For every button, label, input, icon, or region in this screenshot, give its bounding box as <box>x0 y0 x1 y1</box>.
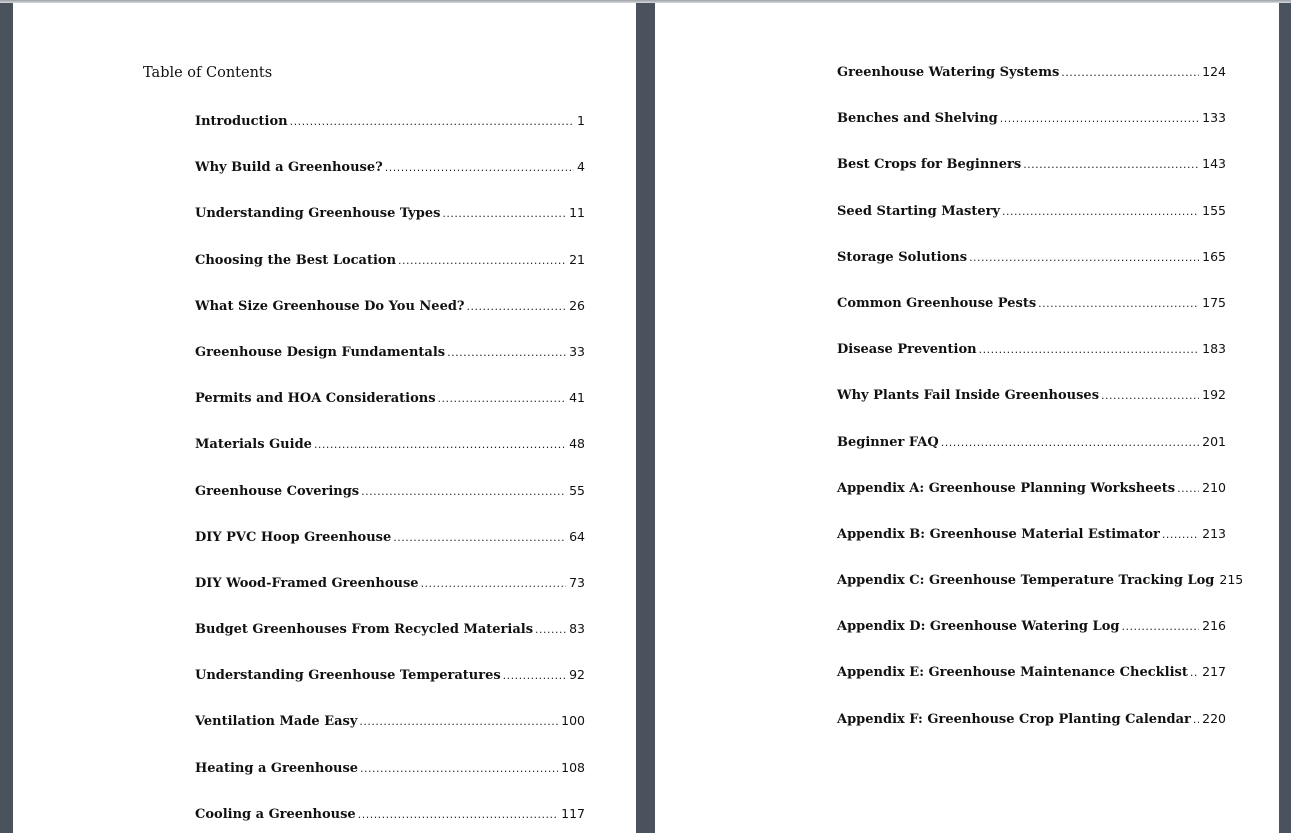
toc-entry-title: DIY PVC Hoop Greenhouse <box>195 529 392 545</box>
toc-entry-title: Permits and HOA Considerations <box>195 391 436 407</box>
toc-entry-page-number: 201 <box>1202 433 1226 449</box>
toc-entry-title: Appendix B: Greenhouse Material Estimator <box>837 526 1160 542</box>
toc-entry-title: Appendix A: Greenhouse Planning Worksheets <box>837 480 1176 496</box>
toc-entry[interactable] <box>195 806 585 833</box>
toc-entry-page-number: 216 <box>1202 618 1226 634</box>
toc-entry-page-number: 41 <box>569 390 585 406</box>
toc-entry[interactable] <box>195 483 585 529</box>
toc-entry-title: Benches and Shelving <box>837 111 998 127</box>
toc-entry-page-number: 155 <box>1202 202 1226 218</box>
toc-dot-leader <box>503 669 566 682</box>
toc-entry[interactable] <box>195 205 585 251</box>
toc-dot-leader <box>385 161 574 174</box>
toc-dot-leader <box>1177 482 1199 495</box>
toc-entry-page-number: 100 <box>561 713 585 729</box>
toc-entry-title: Cooling a Greenhouse <box>195 806 356 822</box>
toc-entry[interactable] <box>195 390 585 436</box>
toc-entry-title: Common Greenhouse Pests <box>837 295 1037 311</box>
toc-entry-page-number: 21 <box>569 251 585 267</box>
toc-entry-title: Budget Greenhouses From Recycled Materials <box>195 622 534 638</box>
toc-entry[interactable] <box>837 664 1226 710</box>
toc-dot-leader <box>1038 297 1199 310</box>
toc-entry[interactable] <box>837 711 1226 757</box>
toc-entry[interactable] <box>195 344 585 390</box>
toc-entry-title: Appendix D: Greenhouse Watering Log <box>837 619 1120 635</box>
toc-entry[interactable] <box>195 760 585 806</box>
toc-entry-page-number: 217 <box>1202 664 1226 680</box>
toc-entry-page-number: 175 <box>1202 294 1226 310</box>
toc-list-right <box>837 64 1244 757</box>
toc-dot-leader <box>360 762 558 775</box>
toc-entry-title: Ventilation Made Easy <box>195 714 358 730</box>
toc-dot-leader <box>1000 112 1199 125</box>
toc-entry-page-number: 48 <box>569 436 585 452</box>
toc-entry-page-number: 117 <box>561 805 585 821</box>
toc-entry-page-number: 4 <box>577 159 585 175</box>
toc-entry[interactable] <box>837 64 1226 110</box>
toc-entry-title: Understanding Greenhouse Types <box>195 206 441 222</box>
toc-entry-title: What Size Greenhouse Do You Need? <box>195 298 465 314</box>
toc-entry-page-number: 1 <box>577 113 585 128</box>
document-page-left <box>13 3 636 833</box>
toc-entry[interactable] <box>837 618 1226 664</box>
toc-entry-title: DIY Wood-Framed Greenhouse <box>195 575 419 591</box>
toc-entry[interactable] <box>195 298 585 344</box>
toc-entry[interactable] <box>195 575 585 621</box>
toc-entry-page-number: 64 <box>569 528 585 544</box>
toc-entry[interactable] <box>195 667 585 713</box>
toc-dot-leader <box>979 343 1200 356</box>
toc-entry-page-number: 33 <box>569 343 585 359</box>
toc-entry[interactable] <box>195 529 585 575</box>
toc-entry-page-number: 73 <box>569 574 585 590</box>
toc-dot-leader <box>535 623 566 636</box>
toc-dot-leader <box>359 715 558 728</box>
toc-entry-page-number: 213 <box>1202 525 1226 541</box>
toc-entry-page-number: 210 <box>1202 479 1226 495</box>
toc-entry[interactable] <box>195 436 585 482</box>
toc-entry-page-number: 55 <box>569 482 585 498</box>
toc-dot-leader <box>1193 713 1199 726</box>
toc-dot-leader <box>467 300 567 313</box>
toc-dot-leader <box>1023 158 1199 171</box>
toc-entry-title: Best Crops for Beginners <box>837 157 1022 173</box>
toc-dot-leader <box>398 254 566 267</box>
toc-entry[interactable] <box>195 252 585 298</box>
toc-entry-title: Appendix F: Greenhouse Crop Planting Calendar <box>837 711 1191 727</box>
toc-entry[interactable] <box>837 434 1226 480</box>
toc-heading: Table of Contents <box>143 65 273 81</box>
toc-entry[interactable] <box>837 249 1226 295</box>
toc-entry[interactable] <box>195 159 585 205</box>
toc-list-left <box>195 113 585 833</box>
toc-dot-leader <box>290 115 574 128</box>
toc-entry-page-number: 215 <box>1219 572 1244 588</box>
toc-entry-title: Why Build a Greenhouse? <box>195 160 383 176</box>
toc-entry-title: Understanding Greenhouse Temperatures <box>195 668 501 684</box>
toc-entry-page-number: 192 <box>1202 387 1226 403</box>
toc-entry[interactable] <box>195 621 585 667</box>
toc-entry-title: Choosing the Best Location <box>195 252 397 268</box>
toc-entry-page-number: 11 <box>569 205 585 221</box>
toc-entry-title: Heating a Greenhouse <box>195 760 359 776</box>
toc-dot-leader <box>442 207 566 220</box>
toc-dot-leader <box>969 251 1199 264</box>
toc-entry-page-number: 124 <box>1202 64 1226 79</box>
toc-entry[interactable] <box>837 572 1244 618</box>
toc-entry-page-number: 92 <box>569 667 585 683</box>
toc-dot-leader <box>314 438 566 451</box>
toc-dot-leader <box>438 392 567 405</box>
toc-dot-leader <box>361 485 566 498</box>
toc-entry-title: Beginner FAQ <box>837 434 939 450</box>
toc-dot-leader <box>1162 528 1199 541</box>
toc-entry[interactable] <box>837 203 1226 249</box>
toc-entry[interactable] <box>837 156 1226 202</box>
toc-dot-leader <box>1002 205 1199 218</box>
toc-entry-page-number: 26 <box>569 297 585 313</box>
toc-entry-title: Storage Solutions <box>837 249 968 265</box>
toc-entry[interactable] <box>195 113 585 159</box>
toc-entry-page-number: 143 <box>1202 156 1226 172</box>
toc-entry-title: Appendix E: Greenhouse Maintenance Checklist <box>837 665 1188 681</box>
toc-entry-title: Materials Guide <box>195 437 312 453</box>
toc-entry-title: Appendix C: Greenhouse Temperature Tracking Log <box>837 573 1215 589</box>
toc-entry-title: Why Plants Fail Inside Greenhouses <box>837 388 1100 404</box>
toc-entry[interactable] <box>837 480 1226 526</box>
toc-dot-leader <box>358 808 558 821</box>
toc-dot-leader <box>393 531 566 544</box>
toc-dot-leader <box>421 577 567 590</box>
toc-dot-leader <box>1121 620 1199 633</box>
document-page-right <box>655 3 1279 833</box>
toc-dot-leader <box>1190 666 1199 679</box>
toc-entry-page-number: 83 <box>569 621 585 637</box>
toc-entry-title: Greenhouse Design Fundamentals <box>195 344 446 360</box>
toc-entry-page-number: 133 <box>1202 110 1226 126</box>
toc-entry-title: Introduction <box>195 114 288 129</box>
toc-entry-title: Seed Starting Mastery <box>837 203 1001 219</box>
toc-entry[interactable] <box>837 526 1226 572</box>
toc-entry[interactable] <box>837 295 1226 341</box>
toc-dot-leader <box>941 436 1199 449</box>
toc-entry-title: Greenhouse Coverings <box>195 483 360 499</box>
toc-entry[interactable] <box>837 110 1226 156</box>
toc-entry-title: Disease Prevention <box>837 342 977 358</box>
toc-entry-page-number: 183 <box>1202 341 1226 357</box>
toc-dot-leader <box>1061 66 1199 79</box>
toc-entry[interactable] <box>837 387 1226 433</box>
toc-entry[interactable] <box>837 341 1226 387</box>
toc-entry[interactable] <box>195 713 585 759</box>
toc-entry-page-number: 108 <box>561 759 585 775</box>
toc-dot-leader <box>1101 389 1199 402</box>
toc-dot-leader <box>447 346 566 359</box>
toc-entry-page-number: 220 <box>1202 710 1226 726</box>
toc-entry-page-number: 165 <box>1202 248 1226 264</box>
toc-entry-title: Greenhouse Watering Systems <box>837 65 1060 80</box>
